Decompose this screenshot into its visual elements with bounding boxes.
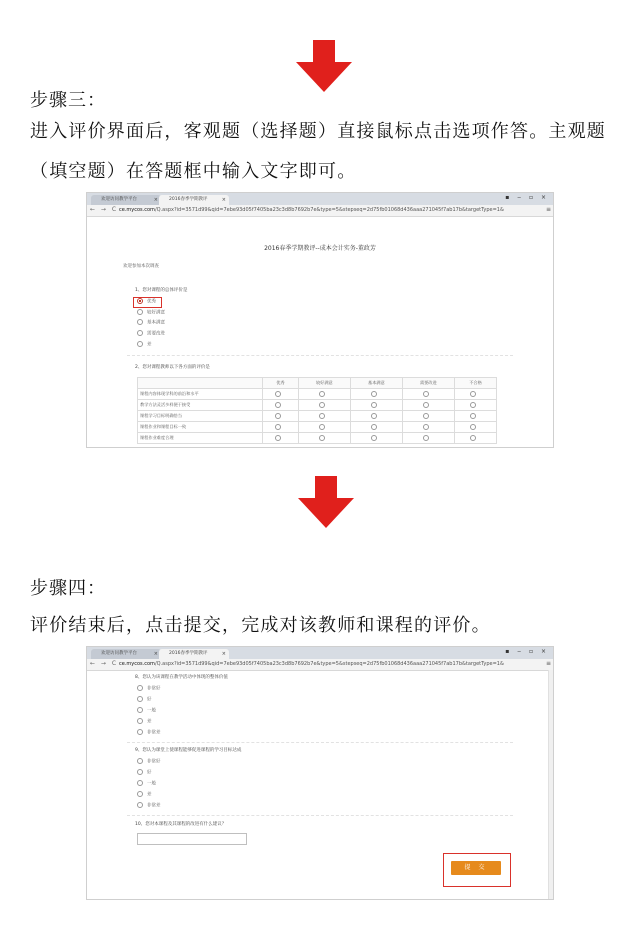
survey-title: 2016春季学期教评--成本会计实务-董政芳 <box>264 245 376 252</box>
q9-option-2[interactable]: 好 <box>137 769 152 777</box>
radio-icon[interactable] <box>371 424 377 430</box>
radio-icon[interactable] <box>319 435 325 441</box>
matrix-row-label: 教学方法灵活多样便于接受 <box>138 400 263 411</box>
q1-option-5[interactable]: 差 <box>137 341 152 349</box>
table-row <box>138 433 497 444</box>
radio-icon[interactable] <box>137 685 143 691</box>
radio-icon[interactable] <box>423 435 429 441</box>
radio-icon[interactable] <box>319 391 325 397</box>
menu-icon[interactable]: ≡ <box>545 660 551 667</box>
radio-icon[interactable] <box>319 402 325 408</box>
radio-icon[interactable] <box>470 391 476 397</box>
tab-evaluation[interactable]: 2016春季学期教评 × <box>159 649 229 659</box>
radio-icon[interactable] <box>319 413 325 419</box>
radio-icon[interactable] <box>470 402 476 408</box>
radio-icon[interactable] <box>275 402 281 408</box>
q1-option-3[interactable]: 基本满意 <box>137 319 165 327</box>
question-2: 2、您对课程教师以下各方面的评价是 <box>135 365 210 370</box>
radio-icon[interactable] <box>423 424 429 430</box>
tab-bar <box>87 193 553 205</box>
radio-icon[interactable] <box>423 402 429 408</box>
menu-icon[interactable]: ≡ <box>545 206 551 213</box>
radio-icon[interactable] <box>423 391 429 397</box>
radio-icon[interactable] <box>470 435 476 441</box>
question-8: 8、您认为该课程在教学活动中体现的整体价值 <box>135 675 228 680</box>
suggestion-input[interactable] <box>137 833 247 845</box>
radio-icon[interactable] <box>137 802 143 808</box>
q9-option-3[interactable]: 一般 <box>137 780 156 788</box>
radio-icon[interactable] <box>319 424 325 430</box>
table-row <box>138 411 497 422</box>
radio-icon[interactable] <box>137 341 143 347</box>
tab-home[interactable]: 欢迎访问教学平台 × <box>91 195 161 205</box>
matrix-col-3: 基本满意 <box>350 378 402 389</box>
radio-icon[interactable] <box>137 319 143 325</box>
radio-icon[interactable] <box>137 309 143 315</box>
matrix-row-label: 课程作业和课程目标一致 <box>138 422 263 433</box>
radio-icon[interactable] <box>371 435 377 441</box>
q1-option-4[interactable]: 需要改进 <box>137 330 165 338</box>
radio-icon[interactable] <box>137 718 143 724</box>
matrix-row-label: 课程学习目标明确恰当 <box>138 411 263 422</box>
matrix-col-1: 优秀 <box>263 378 299 389</box>
tab-evaluation[interactable]: 2016春季学期教评 × <box>159 195 229 205</box>
browser-screenshot-evaluation <box>86 192 554 448</box>
radio-icon[interactable] <box>137 729 143 735</box>
url-field[interactable]: ce.mycos.com/Q.aspx?id=3571d99&qid=7ebe93d05f7405ba23c3d8b7692b7e&type=5&stepseq=2d75fb01068d436aaa271045f7ab17b&targetType=1& <box>119 661 504 667</box>
q9-option-4[interactable]: 差 <box>137 791 152 799</box>
down-arrow-icon <box>298 476 354 528</box>
divider <box>127 815 513 816</box>
radio-icon[interactable] <box>137 791 143 797</box>
step4-heading: 步骤四： <box>30 578 106 599</box>
matrix-header-row <box>138 378 497 389</box>
table-row <box>138 389 497 400</box>
table-row <box>138 400 497 411</box>
radio-icon[interactable] <box>275 424 281 430</box>
q9-option-1[interactable]: 非常好 <box>137 758 161 766</box>
url-field[interactable]: ce.mycos.com/Q.aspx?id=3571d99&qid=7ebe93d05f7405ba23c3d8b7692b7e&type=5&stepseq=2d75fb01068d436aaa271045f7ab17b&targetType=1& <box>119 207 504 213</box>
q1-option-2[interactable]: 较好满意 <box>137 309 165 317</box>
radio-icon[interactable] <box>470 424 476 430</box>
question-10: 10、您对本课程及其课程的改进有什么建议？ <box>135 822 227 827</box>
question-9: 9、您认为课堂上使课程能够促进课程的学习目标达成 <box>135 748 242 753</box>
q1-option-1[interactable]: 优秀 <box>137 298 156 306</box>
step3-heading: 步骤三： <box>30 90 106 111</box>
radio-icon[interactable] <box>423 413 429 419</box>
radio-icon[interactable] <box>137 769 143 775</box>
submit-button[interactable]: 提 交 <box>451 861 501 875</box>
radio-icon[interactable] <box>371 413 377 419</box>
radio-icon[interactable] <box>137 780 143 786</box>
radio-icon[interactable] <box>137 707 143 713</box>
matrix-row-label: 课程作业难度合理 <box>138 433 263 444</box>
radio-icon[interactable] <box>371 402 377 408</box>
step4-text: 评价结束后，点击提交，完成对该教师和课程的评价。 <box>30 615 491 636</box>
divider <box>127 355 513 356</box>
radio-icon[interactable] <box>137 330 143 336</box>
tab-bar <box>87 647 553 659</box>
q8-option-2[interactable]: 好 <box>137 696 152 704</box>
browser-screenshot-submit <box>86 646 554 900</box>
down-arrow-icon <box>296 40 352 92</box>
q8-option-4[interactable]: 差 <box>137 718 152 726</box>
nav-buttons-icon[interactable]: ← → C <box>90 206 119 213</box>
window-controls-icon[interactable]: ▪ ‒ ▫ × <box>505 194 549 201</box>
tab-home[interactable]: 欢迎访问教学平台 × <box>91 649 161 659</box>
radio-icon[interactable] <box>275 435 281 441</box>
selection-highlight-box <box>133 297 162 308</box>
matrix-col-4: 需要改进 <box>402 378 454 389</box>
matrix-col-5: 不合格 <box>454 378 496 389</box>
radio-icon[interactable] <box>275 391 281 397</box>
q9-option-5[interactable]: 非常差 <box>137 802 161 810</box>
q8-option-3[interactable]: 一般 <box>137 707 156 715</box>
q8-option-1[interactable]: 非常好 <box>137 685 161 693</box>
radio-icon[interactable] <box>371 391 377 397</box>
welcome-text: 欢迎参加本次调查 <box>123 264 159 269</box>
rating-matrix <box>137 377 497 444</box>
matrix-row-label: 课程内容体现学科的前沿和水平 <box>138 389 263 400</box>
table-row <box>138 422 497 433</box>
divider <box>127 742 513 743</box>
radio-icon[interactable] <box>470 413 476 419</box>
radio-icon[interactable] <box>137 758 143 764</box>
window-controls-icon[interactable]: ▪ ‒ ▫ × <box>505 648 549 655</box>
question-1: 1、您对课程的总体评价是 <box>135 288 188 293</box>
radio-icon[interactable] <box>137 696 143 702</box>
address-bar[interactable] <box>87 659 553 671</box>
address-bar[interactable] <box>87 205 553 217</box>
matrix-col-2: 较好满意 <box>298 378 350 389</box>
radio-icon[interactable] <box>275 413 281 419</box>
q8-option-5[interactable]: 非常差 <box>137 729 161 737</box>
nav-buttons-icon[interactable]: ← → C <box>90 660 119 667</box>
scrollbar[interactable] <box>548 670 553 899</box>
step3-text: 进入评价界面后，客观题（选择题）直接鼠标点击选项作答。主观题（填空题）在答题框中输入文字即可。 <box>30 121 606 182</box>
